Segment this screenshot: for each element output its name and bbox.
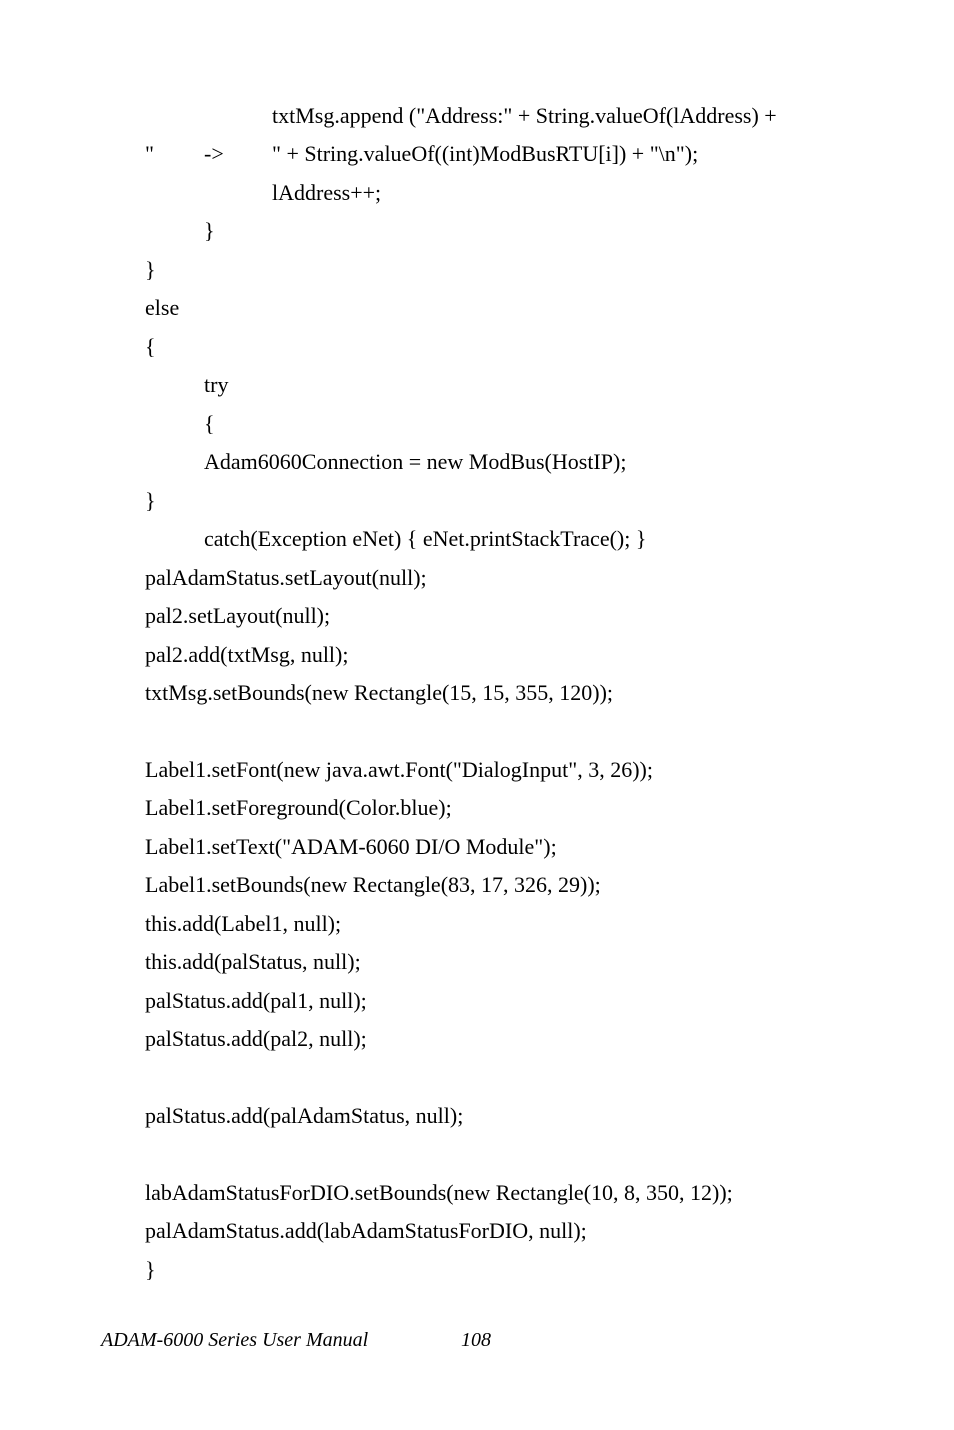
code-line: Label1.setForeground(Color.blue); [145,795,452,820]
code-line: Adam6060Connection = new ModBus(HostIP); [204,449,627,474]
code-line: } [145,488,156,513]
code-line: Label1.setText("ADAM-6060 DI/O Module"); [145,834,557,859]
code-line: " + String.valueOf((int)ModBusRTU[i]) + "\n"); [272,141,699,166]
code-line: palStatus.add(pal2, null); [145,1026,367,1051]
code-line: pal2.add(txtMsg, null); [145,642,349,667]
code-line: palAdamStatus.setLayout(null); [145,565,427,590]
code-line: palStatus.add(palAdamStatus, null); [145,1103,464,1128]
code-line: } [204,218,215,243]
code-token-arrow: -> [204,141,224,166]
code-line: lAddress++; [272,180,382,205]
code-line: palAdamStatus.add(labAdamStatusForDIO, null); [145,1218,587,1243]
footer-page-number: 108 [461,1329,491,1351]
footer-manual-title: ADAM-6000 Series User Manual [101,1329,369,1351]
code-line: pal2.setLayout(null); [145,603,331,628]
code-line: Label1.setFont(new java.awt.Font("DialogInput", 3, 26)); [145,757,653,782]
code-line: { [204,411,215,436]
code-line: txtMsg.append ("Address:" + String.valueOf(lAddress) + [272,103,777,128]
code-line: } [145,257,156,282]
code-line: { [145,334,156,359]
code-line: palStatus.add(pal1, null); [145,988,367,1013]
code-line: try [204,372,229,397]
code-line: catch(Exception eNet) { eNet.printStackTrace(); } [204,526,647,551]
code-line: labAdamStatusForDIO.setBounds(new Rectangle(10, 8, 350, 12)); [145,1180,733,1205]
code-token-quote: " [145,141,154,166]
code-line: txtMsg.setBounds(new Rectangle(15, 15, 355, 120)); [145,680,614,705]
code-line: } [145,1257,156,1282]
code-line: Label1.setBounds(new Rectangle(83, 17, 326, 29)); [145,872,601,897]
code-line: this.add(palStatus, null); [145,949,361,974]
code-line: else [145,295,180,320]
code-line: this.add(Label1, null); [145,911,342,936]
